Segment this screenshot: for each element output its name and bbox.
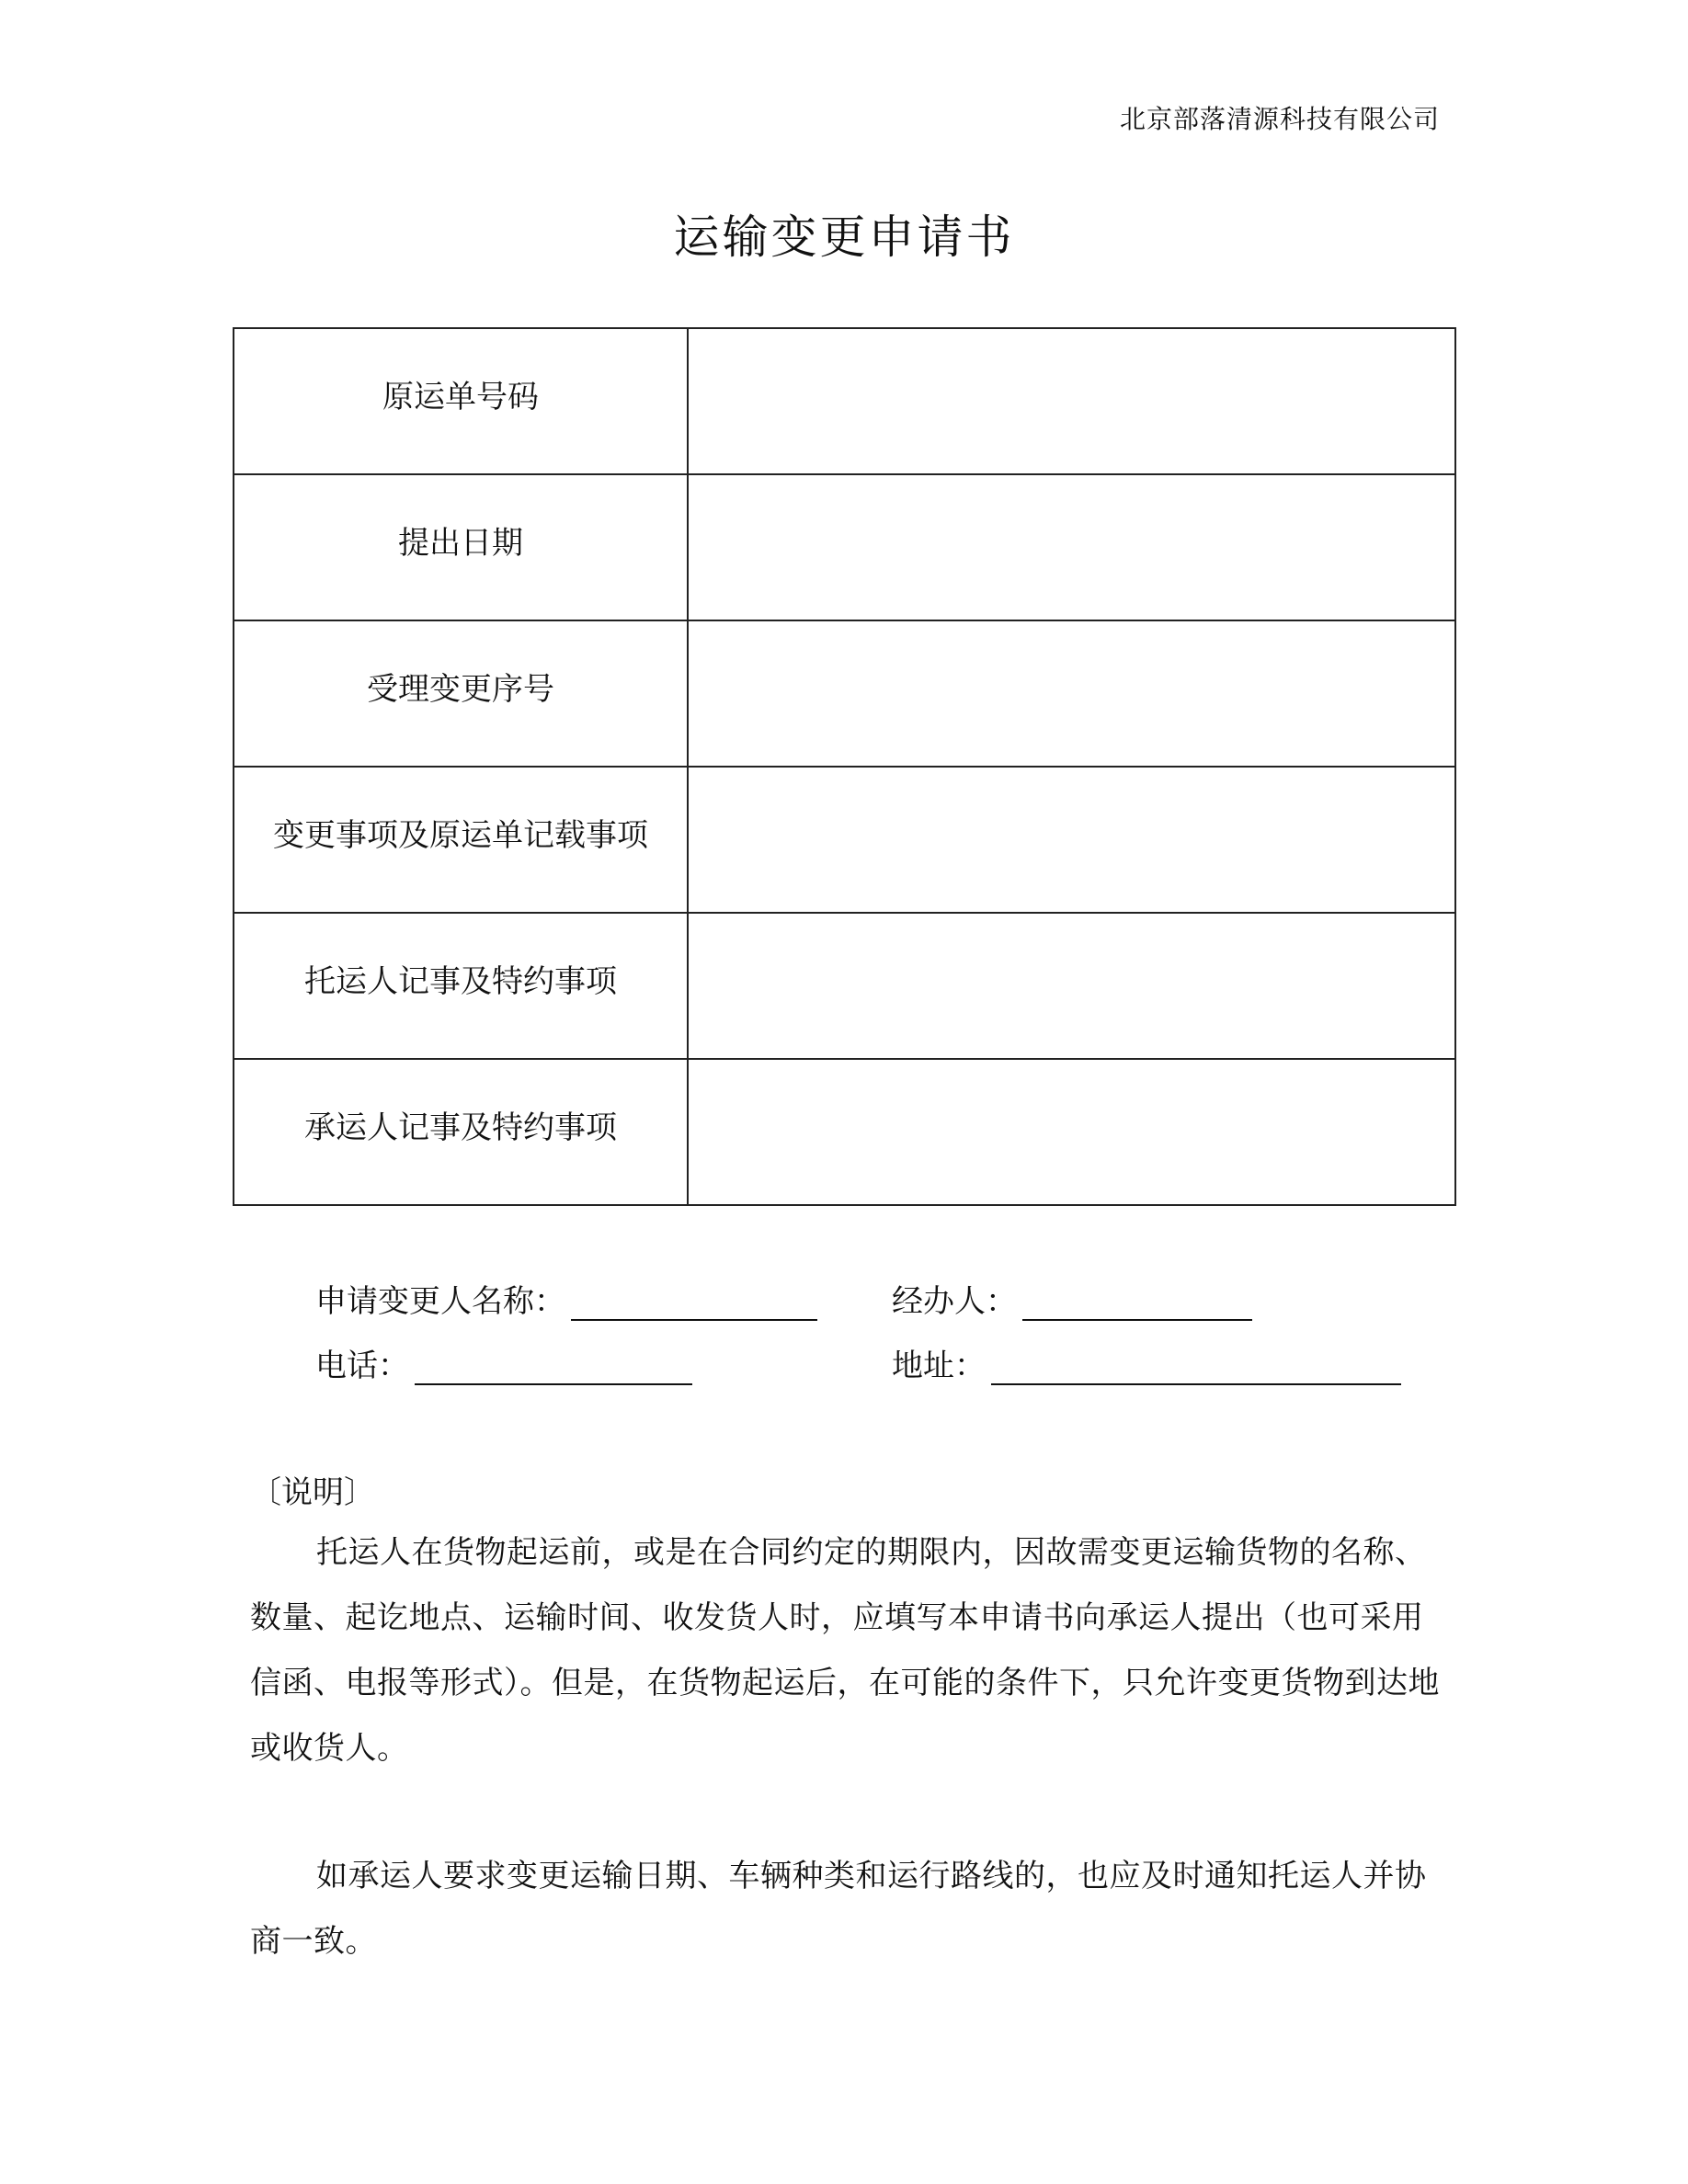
phone-row <box>315 1340 692 1385</box>
carrier-notes-field[interactable] <box>688 1059 1455 1205</box>
phone-label: 电话： <box>315 1348 409 1384</box>
acceptance-serial-label: 受理变更序号 <box>234 620 688 767</box>
change-items-field[interactable] <box>688 767 1455 913</box>
change-request-table <box>233 327 1456 1206</box>
shipper-notes-label: 托运人记事及特约事项 <box>234 913 688 1059</box>
change-items-label: 变更事项及原运单记载事项 <box>234 767 688 913</box>
handler-blank[interactable] <box>1022 1291 1252 1321</box>
submission-date-label: 提出日期 <box>234 474 688 620</box>
address-row <box>892 1340 1401 1385</box>
shipper-notes-field[interactable] <box>688 913 1455 1059</box>
notes-heading: 〔说明〕 <box>250 1474 375 1511</box>
table-row <box>234 913 1455 1059</box>
handler-row <box>892 1276 1252 1321</box>
notes-paragraph-1: 托运人在货物起运前，或是在合同约定的期限内，因故需变更运输货物的名称、数量、起讫地点、运输时间、收发货人时，应填写本申请书向承运人提出（也可采用信函、电报等形式）。但是，在货物起运后，在可能的条件下，只允许变更货物到达地或收货人。 <box>250 1534 1440 1767</box>
applicant-name-row <box>315 1276 817 1321</box>
notes-paragraph-2: 如承运人要求变更运输日期、车辆种类和运行路线的，也应及时通知托运人并协商一致。 <box>250 1858 1427 1960</box>
phone-blank[interactable] <box>415 1356 692 1385</box>
table-row <box>234 767 1455 913</box>
carrier-notes-label: 承运人记事及特约事项 <box>234 1059 688 1205</box>
table-row <box>234 328 1455 474</box>
original-waybill-number-field[interactable] <box>688 328 1455 474</box>
table-row <box>234 1059 1455 1205</box>
table-row <box>234 474 1455 620</box>
acceptance-serial-field[interactable] <box>688 620 1455 767</box>
handler-label: 经办人： <box>892 1283 1017 1320</box>
applicant-name-blank[interactable] <box>571 1291 817 1321</box>
company-name: 北京部落清源科技有限公司 <box>1119 104 1440 134</box>
address-blank[interactable] <box>991 1356 1401 1385</box>
original-waybill-number-label: 原运单号码 <box>234 328 688 474</box>
address-label: 地址： <box>892 1348 986 1384</box>
table-row <box>234 620 1455 767</box>
applicant-name-label: 申请变更人名称： <box>315 1283 565 1320</box>
submission-date-field[interactable] <box>688 474 1455 620</box>
document-title: 运输变更申请书 <box>673 210 1015 264</box>
